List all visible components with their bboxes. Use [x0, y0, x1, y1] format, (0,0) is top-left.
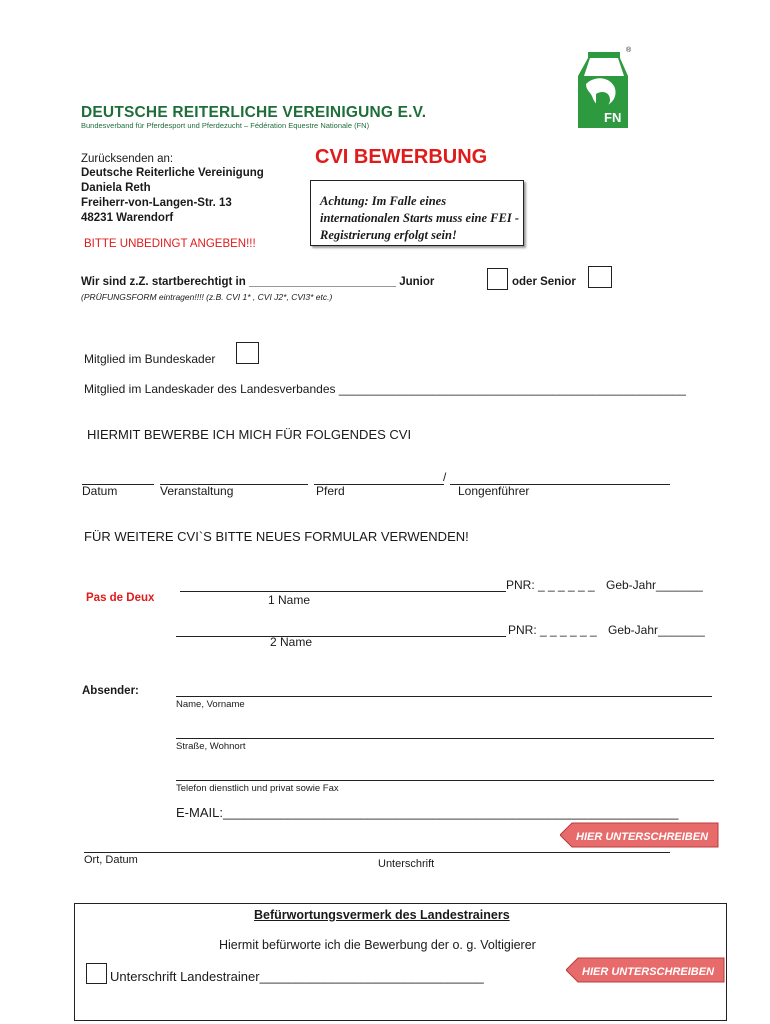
longenfuehrer-label: Longenführer	[458, 484, 530, 498]
trainer-heading: Befürwortungsvermerk des Landestrainers	[254, 908, 510, 922]
return-address	[81, 166, 321, 226]
trainer-text: Hiermit befürworte ich die Bewerbung der o. g. Voltigierer	[219, 938, 536, 952]
telefon-line[interactable]	[176, 780, 714, 781]
signature-line[interactable]	[84, 852, 670, 853]
address-line: Deutsche Reiterliche Vereinigung	[81, 167, 264, 179]
name1-line[interactable]	[180, 591, 506, 592]
pnr2-field[interactable]: PNR: _ _ _ _ _ _	[508, 623, 597, 637]
form-title: CVI BEWERBUNG	[315, 146, 488, 168]
ort-datum-label: Ort, Datum	[84, 854, 138, 866]
required-note: BITTE UNBEDINGT ANGEBEN!!!	[84, 238, 256, 250]
exam-form-hint: (PRÜFUNGSFORM eintragen!!!! (z.B. CVI 1* , CVI J2*, CVI3* etc.)	[81, 292, 333, 302]
sign-here-tag-icon	[560, 822, 720, 848]
gebjahr1-field[interactable]: Geb-Jahr_______	[606, 578, 703, 592]
slash: /	[443, 470, 447, 484]
name2-label: 2 Name	[270, 635, 313, 649]
pas-de-deux-label: Pas de Deux	[86, 592, 155, 604]
telefon-label: Telefon dienstlich und privat sowie Fax	[176, 783, 339, 794]
warning-text: Achtung: Im Falle eines internationalen Starts muss eine FEI -Registrierung erfolgt sein!	[320, 194, 520, 242]
return-label: Zurücksenden an:	[81, 153, 174, 165]
address-line: Daniela Reth	[81, 182, 151, 194]
trainer-checkbox[interactable]	[86, 963, 107, 984]
org-subtitle: Bundesverband für Pferdesport und Pferdezucht – Fédération Equestre Nationale (FN)	[81, 121, 370, 130]
pnr1-field[interactable]: PNR: _ _ _ _ _ _	[506, 578, 595, 592]
new-form-note: FÜR WEITERE CVI`S BITTE NEUES FORMULAR VERWENDEN!	[84, 529, 469, 544]
senior-label: oder Senior	[512, 276, 576, 288]
bundeskader-label: Mitglied im Bundeskader	[84, 352, 216, 366]
strasse-label: Straße, Wohnort	[176, 741, 246, 752]
unterschrift-label: Unterschrift	[378, 858, 435, 870]
strasse-line[interactable]	[176, 738, 714, 739]
fn-logo-icon	[574, 46, 634, 128]
svg-text:HIER UNTERSCHREIBEN: HIER UNTERSCHREIBEN	[582, 966, 715, 978]
email-field[interactable]: E-MAIL:_______________________________________________________________	[176, 805, 679, 820]
veranstaltung-label: Veranstaltung	[160, 484, 234, 498]
address-line: 48231 Warendorf	[81, 212, 174, 224]
start-eligibility-text: Wir sind z.Z. startberechtigt in _______________________ Junior	[81, 276, 435, 288]
svg-text:®: ®	[626, 47, 632, 54]
gebjahr2-field[interactable]: Geb-Jahr_______	[608, 623, 705, 637]
svg-text:HIER UNTERSCHREIBEN: HIER UNTERSCHREIBEN	[576, 831, 709, 843]
pferd-label: Pferd	[316, 484, 345, 498]
landeskader-field[interactable]: Mitglied im Landeskader des Landesverbandes ____________________________________________________	[84, 382, 686, 396]
name2-line[interactable]	[176, 636, 506, 637]
sign-here-tag-icon	[566, 957, 726, 983]
datum-label: Datum	[82, 484, 118, 498]
junior-checkbox[interactable]	[487, 268, 508, 290]
trainer-sign-field[interactable]: Unterschrift Landestrainer_______________________________	[110, 969, 484, 984]
name-line[interactable]	[176, 696, 712, 697]
absender-label: Absender:	[82, 685, 139, 697]
org-name: DEUTSCHE REITERLICHE VEREINIGUNG E.V.	[81, 104, 427, 121]
address-line: Freiherr-von-Langen-Str. 13	[81, 197, 232, 209]
bundeskader-checkbox[interactable]	[236, 342, 259, 364]
apply-heading: HIERMIT BEWERBE ICH MICH FÜR FOLGENDES CVI	[87, 427, 412, 442]
svg-text:FN: FN	[604, 110, 622, 125]
senior-checkbox[interactable]	[588, 266, 612, 288]
name-vorname-label: Name, Vorname	[176, 699, 245, 710]
name1-label: 1 Name	[268, 593, 311, 607]
